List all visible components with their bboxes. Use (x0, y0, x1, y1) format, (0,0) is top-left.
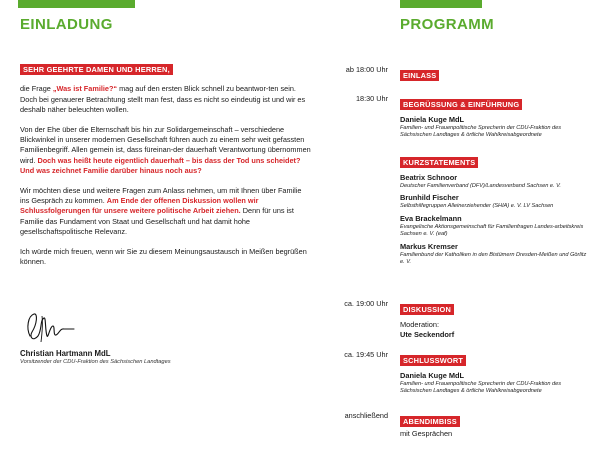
speaker-name: Daniela Kuge MdL (400, 371, 465, 380)
invitation-heading: EINLADUNG (20, 16, 113, 33)
speaker-name: Markus Kremser (400, 241, 458, 251)
invitation-body (20, 64, 312, 277)
moderation-label: Moderation: (400, 320, 440, 329)
speaker-name: Daniela Kuge MdL (400, 115, 465, 124)
green-bar-right (400, 0, 482, 8)
paragraph-3-text-a: Wir möchten diese und weitere Fragen zum Anlass nehmen, um mit Ihnen über Familie ins Gespräch zu kommen. (20, 185, 302, 205)
paragraph-3-highlight: Am Ende der offenen Diskussion wollen wir Schlussfolgerungen für unsere weitere politische Arbeit ziehen. (20, 195, 259, 216)
paragraph-2 (20, 125, 312, 176)
paragraph-4: Ich würde mich freuen, wenn wir Sie zu diesem Meinungsaustausch in Meißen begrüßen können. (20, 246, 307, 266)
moderator-name: Ute Seckendorf (400, 330, 455, 339)
speaker-role: Familien- und Frauenpolitische Sprecherin der CDU-Fraktion des Sächsischen Landtages & örtliche Wahlkreisabgeordnete (400, 381, 562, 395)
paragraph-1 (20, 84, 312, 115)
time-diskussion: ca. 19:00 Uhr (344, 299, 388, 308)
speaker-name: Brunhild Fischer (400, 193, 459, 203)
paragraph-2-text: Von der Ehe über die Elternschaft bis hin zur Solidargemeinschaft – verschiedene Blickwinkel in unserer modernen Gesellschaft führen auch zu einem sehr weit gefassten Familienbegriff. Allen gemein ist, dass füreinan-der dauerhaft Verantwortung übernommen wird. (20, 124, 311, 165)
label-kurzstatements: KURZSTATEMENTS (400, 157, 478, 168)
paragraph-1-text-b: mag auf den ersten Blick schnell zu beantwor-ten sein. Doch bei genauerer Betrachtung stellt man fest, dass es nicht so eindeutig ist und wir es deshalb näher beleuchten wollen. (20, 84, 306, 114)
speaker-role: Familien- und Frauenpolitische Sprecherin der CDU-Fraktion des Sächsischen Landtages & örtliche Wahlkreisabgeordnete (400, 125, 562, 139)
time-begruessung: 18:30 Uhr (355, 94, 388, 103)
label-diskussion: DISKUSSION (400, 304, 454, 315)
paragraph-3 (20, 186, 312, 237)
speaker-role: Deutscher Familienverband (DFV)/Landesverband Sachsen e. V. (400, 183, 561, 189)
paragraph-1-highlight: „Was ist Familie?“ (52, 84, 118, 94)
green-bar-left (18, 0, 135, 8)
label-abendimbiss: ABENDIMBISS (400, 416, 460, 427)
speaker-role: Selbsthilfegruppen Alleinerziehender (SHIA) e. V. LV Sachsen (400, 203, 554, 210)
speaker-role: Familienbund der Katholiken in den Bistümern Dresden-Meißen und Görlitz e. V. (400, 251, 587, 266)
paragraph-1-text-a: die Frage (20, 84, 53, 94)
signer-block (20, 349, 180, 367)
paragraph-2-highlight: Doch was heißt heute eigentlich dauerhaft – bis dass der Tod uns scheidet? Und was zeichnet Familie darüber hinaus noch aus? (20, 155, 301, 175)
time-schlusswort: ca. 19:45 Uhr (344, 350, 388, 359)
label-begruessung: BEGRÜSSUNG & EINFÜHRUNG (400, 99, 522, 110)
program-heading: PROGRAMM (400, 16, 495, 33)
speaker-name: Beatrix Schnoor (400, 173, 458, 182)
paragraph-3-text-b: Denn für uns ist Familie das Fundament von Staat und Gesellschaft und hat damit hohe gesellschaftspolitische Relevanz. (20, 206, 294, 236)
time-einlass: ab 18:00 Uhr (345, 65, 388, 74)
salutation-label: SEHR GEEHRTE DAMEN UND HERREN, (20, 64, 173, 75)
salutation-row (20, 64, 312, 75)
signature-image (20, 306, 80, 350)
speaker-role: Evangelische Aktionsgemeinschaft für Familienfragen Landes-arbeitskreis Sachsen e. V. (eaf) (400, 223, 584, 238)
time-abendimbiss: anschließend (344, 411, 388, 420)
speaker-name: Eva Brackelmann (400, 213, 462, 223)
abendimbiss-text: mit Gesprächen (400, 429, 453, 438)
signer-name: Christian Hartmann MdL (20, 349, 111, 358)
signer-role: Vorsitzender der CDU-Fraktion des Sächsischen Landtages (20, 359, 171, 365)
label-einlass: EINLASS (400, 70, 439, 81)
label-schlusswort: SCHLUSSWORT (400, 355, 466, 366)
